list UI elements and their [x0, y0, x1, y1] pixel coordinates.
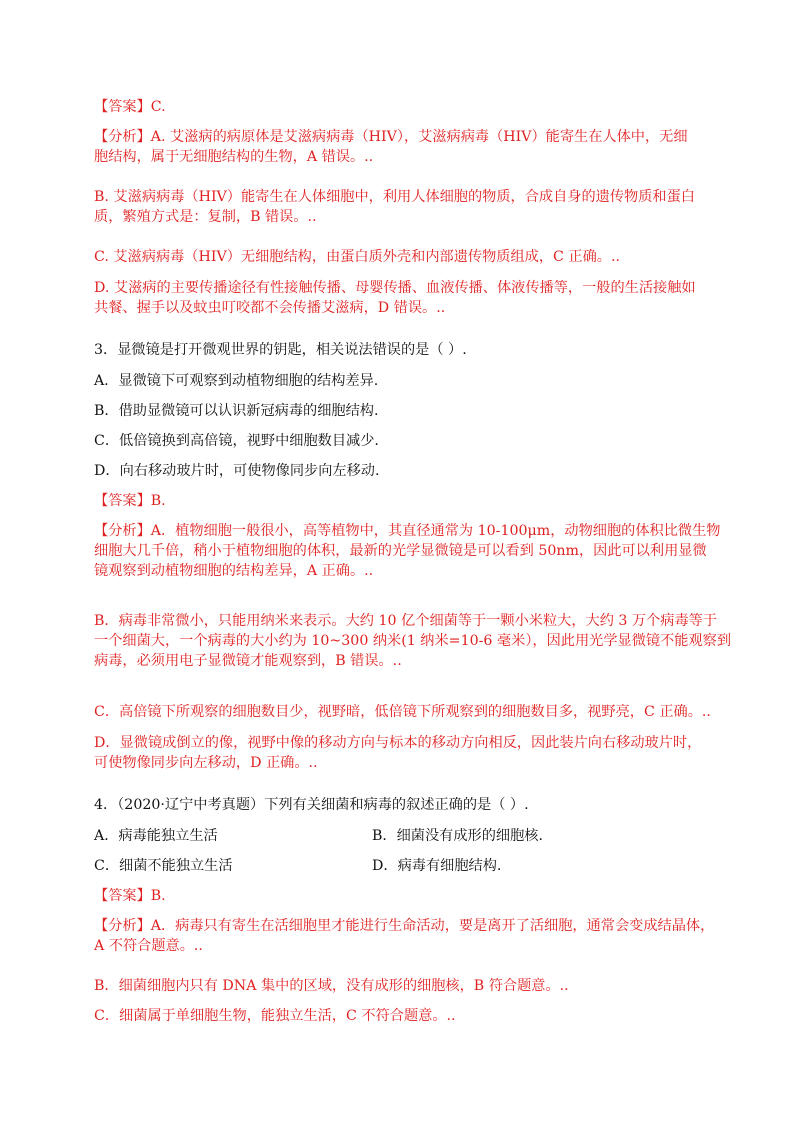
analysis-line: 可使物像同步向左移动，D 正确。.. [94, 755, 318, 771]
analysis-line: 【分析】A．病毒只有寄生在活细胞里才能进行生命活动，要是离开了活细胞，通常会变成结晶体， [94, 918, 715, 934]
analysis-block [94, 976, 719, 996]
analysis-block [94, 127, 719, 167]
analysis-line: 共餐、握手以及蚊虫叮咬都不会传播艾滋病，D 错误。.. [94, 300, 446, 316]
analysis-block [94, 187, 719, 227]
analysis-line: 胞结构，属于无细胞结构的生物，A 错误。.. [94, 149, 374, 165]
analysis-block [94, 611, 732, 671]
answer-block [94, 491, 719, 511]
analysis-block [94, 916, 719, 956]
option-right: B．细菌没有成形的细胞核. [372, 828, 543, 844]
answer-block [94, 886, 719, 906]
question-block [94, 340, 719, 360]
analysis-line: D．显微镜成倒立的像，视野中像的移动方向与标本的移动方向相反，因此装片向右移动玻片时， [94, 735, 702, 751]
analysis-line: B．病毒非常微小，只能用纳米来表示。大约 10 亿个细菌等于一颗小米粒大，大约 3 万个病毒等于 [94, 613, 718, 629]
option-line: A．显微镜下可观察到动植物细胞的结构差异. [94, 373, 379, 389]
option-row [94, 826, 719, 846]
analysis-line: 一个细菌大，一个病毒的大小约为 10~300 纳米(1 纳米=10-6 毫米），因此用光学显微镜不能观察到 [94, 633, 732, 649]
analysis-line: B. 艾滋病病毒（HIV）能寄生在人体细胞中，利用人体细胞的物质，合成自身的遗传物质和蛋白 [94, 189, 695, 205]
analysis-line: A 不符合题意。.. [94, 938, 203, 954]
analysis-block [94, 733, 719, 773]
answer-block [94, 97, 719, 117]
option-line: B．借助显微镜可以认识新冠病毒的细胞结构. [94, 403, 379, 419]
question-block [94, 795, 719, 815]
analysis-line: 镜观察到动植物细胞的结构差异，A 正确。.. [94, 563, 374, 579]
question-line: 4．（2020·辽宁中考真题）下列有关细菌和病毒的叙述正确的是（ ）. [94, 797, 529, 813]
option-line: C．低倍镜换到高倍镜，视野中细胞数目减少. [94, 433, 379, 449]
option-block [94, 431, 719, 451]
analysis-line: 病毒，必须用电子显微镜才能观察到，B 错误。.. [94, 653, 402, 669]
option-left: C．细菌不能独立生活 [94, 858, 233, 874]
analysis-block [94, 521, 719, 581]
analysis-line: 【分析】A. 艾滋病的病原体是艾滋病病毒（HIV），艾滋病病毒（HIV）能寄生在人体中，无细 [94, 129, 688, 145]
analysis-line: C．高倍镜下所观察的细胞数目少，视野暗，低倍镜下所观察到的细胞数目多，视野亮，C 正确。.. [94, 704, 711, 720]
option-line: D．向右移动玻片时，可使物像同步向左移动. [94, 463, 380, 479]
analysis-block [94, 702, 719, 722]
analysis-block [94, 1006, 719, 1026]
analysis-block [94, 278, 719, 318]
analysis-line: 质，繁殖方式是：复制，B 错误。.. [94, 209, 317, 225]
option-block [94, 371, 719, 391]
option-right: D．病毒有细胞结构. [372, 858, 502, 874]
option-row [94, 856, 719, 876]
analysis-line: C. 艾滋病病毒（HIV）无细胞结构，由蛋白质外壳和内部遗传物质组成，C 正确。.. [94, 249, 620, 265]
option-left: A．病毒能独立生活 [94, 828, 218, 844]
question-line: 3．显微镜是打开微观世界的钥匙，相关说法错误的是（ ）. [94, 342, 467, 358]
analysis-line: C．细菌属于单细胞生物，能独立生活，C 不符合题意。.. [94, 1008, 456, 1024]
analysis-line: D. 艾滋病的主要传播途径有性接触传播、母婴传播、血液传播、体液传播等，一般的生活接触如 [94, 280, 696, 296]
analysis-line: 【分析】A．植物细胞一般很小，高等植物中，其直径通常为 10-100μm，动物细胞的体积比微生物 [94, 523, 721, 539]
analysis-block [94, 247, 719, 267]
option-block [94, 461, 719, 481]
answer-line: 【答案】B. [94, 888, 166, 904]
option-block [94, 401, 719, 421]
analysis-line: B．细菌细胞内只有 DNA 集中的区域，没有成形的细胞核，B 符合题意。.. [94, 978, 569, 994]
analysis-line: 细胞大几千倍，稍小于植物细胞的体积，最新的光学显微镜是可以看到 50nm，因此可以利用显微 [94, 543, 707, 559]
answer-line: 【答案】C. [94, 99, 166, 115]
answer-line: 【答案】B. [94, 493, 166, 509]
